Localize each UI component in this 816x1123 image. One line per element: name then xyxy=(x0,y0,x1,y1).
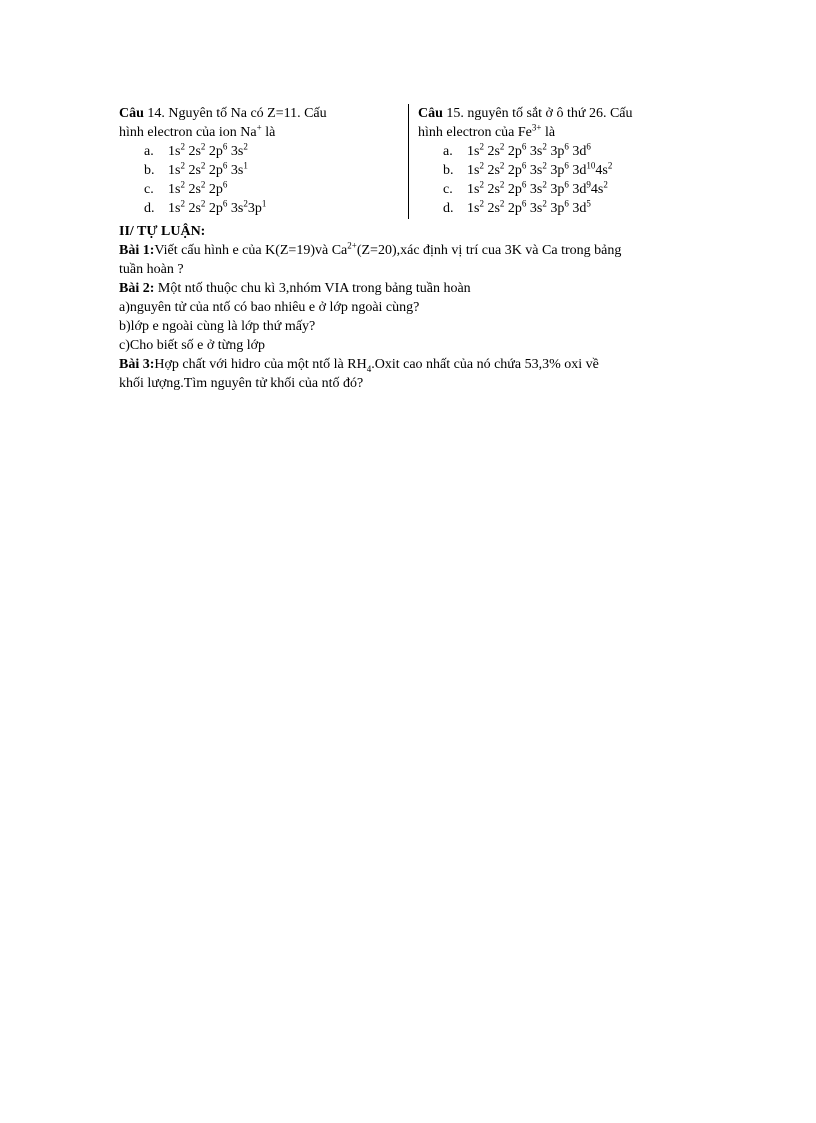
option-exponent: 5 xyxy=(586,198,591,209)
option-term: 1s xyxy=(168,182,181,197)
question-14-text-line1: Nguyên tố Na có Z=11. Cấu xyxy=(164,106,327,121)
option-exponent: 1 xyxy=(261,198,267,209)
option-exponent: 2 xyxy=(180,141,185,152)
question-14 xyxy=(119,104,391,218)
option-exponent: 6 xyxy=(222,179,228,190)
q14-option-d xyxy=(119,199,391,218)
option-letter: b. xyxy=(144,163,155,178)
exercise-3-line2: khối lượng.Tìm nguyên tử khối của ntố đó? xyxy=(119,376,364,391)
option-exponent: 2 xyxy=(200,141,206,152)
option-exponent: 6 xyxy=(521,179,527,190)
essay-section-title: II/ TỰ LUẬN: xyxy=(119,224,206,239)
q15-option-d xyxy=(418,199,690,218)
option-term: 3s xyxy=(526,182,543,197)
option-exponent: 2 xyxy=(542,198,547,209)
option-exponent: 6 xyxy=(586,141,591,152)
option-term: 2s xyxy=(483,182,500,197)
option-term: 2s xyxy=(184,163,201,178)
option-term: 3s xyxy=(526,201,543,216)
option-letter: b. xyxy=(443,163,454,178)
question-15-options xyxy=(418,142,690,218)
question-14-options xyxy=(119,142,391,218)
option-term: 3d xyxy=(568,144,587,159)
option-term: 1s xyxy=(467,182,480,197)
exercise-2-label: Bài 2: xyxy=(119,281,155,296)
exercise-1-text-cont: (Z=20),xác định vị trí cua 3K và Ca trong bảng xyxy=(356,243,622,258)
option-term: 1s xyxy=(168,201,181,216)
option-exponent: 2 xyxy=(499,198,505,209)
exercise-1 xyxy=(119,241,709,260)
option-term: 2s xyxy=(184,201,201,216)
option-exponent: 2 xyxy=(180,198,185,209)
question-15-text-line2: hình electron của Fe xyxy=(418,125,532,140)
option-term: 3s xyxy=(227,163,244,178)
question-15-stem-line2 xyxy=(418,123,690,142)
option-term: 1s xyxy=(168,163,181,178)
exercise-2-part-c: c)Cho biết số e ở từng lớp xyxy=(119,338,266,353)
question-15-text-line1: nguyên tố sắt ở ô thứ 26. Cấu xyxy=(463,106,633,121)
q15-option-c xyxy=(418,180,690,199)
exercise-2-text: Một ntố thuộc chu kì 3,nhóm VIA trong bảng tuần hoàn xyxy=(154,281,471,296)
option-exponent: 6 xyxy=(564,141,569,152)
question-15-superscript: 3+ xyxy=(531,122,542,133)
option-term: 2s xyxy=(184,182,201,197)
question-14-stem xyxy=(119,104,391,123)
option-term: 4s xyxy=(595,163,608,178)
column-divider xyxy=(408,104,409,219)
exercise-3 xyxy=(119,355,709,374)
option-exponent: 2 xyxy=(479,160,484,171)
option-term: 2s xyxy=(483,201,500,216)
option-exponent: 6 xyxy=(564,198,569,209)
question-14-stem-line2 xyxy=(119,123,391,142)
question-14-text-line2: hình electron của ion Na xyxy=(119,125,257,140)
option-letter: d. xyxy=(144,201,155,216)
question-15-label: Câu xyxy=(418,106,443,121)
question-15-text-line2-end: là xyxy=(541,125,556,140)
option-term: 3d xyxy=(568,182,587,197)
exercise-3-text: Hợp chất với hidro của một ntố là RH xyxy=(154,357,367,372)
option-exponent: 6 xyxy=(564,179,569,190)
exercise-1-superscript: 2+ xyxy=(347,240,357,251)
option-term: 2s xyxy=(483,144,500,159)
option-exponent: 6 xyxy=(222,160,228,171)
option-term: 2p xyxy=(504,201,522,216)
option-exponent: 2 xyxy=(499,160,505,171)
question-14-label: Câu xyxy=(119,106,144,121)
option-term: 3d xyxy=(568,201,587,216)
option-term: 2p xyxy=(504,144,522,159)
option-exponent: 2 xyxy=(479,141,484,152)
exercise-2-part-a: a)nguyên tử của ntố có bao nhiêu e ở lớp ngoài cùng? xyxy=(119,300,420,315)
option-term: 3s xyxy=(526,144,543,159)
option-term: 1s xyxy=(467,144,480,159)
option-term: 2s xyxy=(483,163,500,178)
option-term: 2p xyxy=(205,182,223,197)
option-exponent: 2 xyxy=(499,179,505,190)
option-exponent: 2 xyxy=(607,160,613,171)
option-exponent: 6 xyxy=(521,141,527,152)
option-exponent: 2 xyxy=(180,179,185,190)
option-term: 1s xyxy=(467,163,480,178)
exercise-3-subscript: 4 xyxy=(366,363,372,374)
exercise-2 xyxy=(119,279,709,298)
option-exponent: 10 xyxy=(586,160,596,171)
option-letter: a. xyxy=(144,144,154,159)
option-exponent: 9 xyxy=(586,179,591,190)
option-exponent: 2 xyxy=(180,160,185,171)
option-exponent: 2 xyxy=(243,198,248,209)
q14-option-a xyxy=(119,142,391,161)
question-15 xyxy=(418,104,690,218)
option-term: 3s xyxy=(227,201,244,216)
option-exponent: 2 xyxy=(243,141,248,152)
option-term: 3d xyxy=(568,163,587,178)
option-term: 2s xyxy=(184,144,201,159)
option-term: 1s xyxy=(467,201,480,216)
question-14-text-line2-end: là xyxy=(261,125,276,140)
option-exponent: 2 xyxy=(542,141,547,152)
option-term: 2p xyxy=(205,163,223,178)
option-term: 2p xyxy=(205,144,223,159)
option-exponent: 2 xyxy=(499,141,505,152)
option-exponent: 2 xyxy=(479,179,484,190)
option-term: 3p xyxy=(247,201,262,216)
option-exponent: 2 xyxy=(200,160,206,171)
option-term: 3p xyxy=(546,182,565,197)
q14-option-b xyxy=(119,161,391,180)
option-exponent: 2 xyxy=(542,160,547,171)
exercise-3-label: Bài 3: xyxy=(119,357,155,372)
option-letter: c. xyxy=(443,182,453,197)
option-term: 2p xyxy=(504,182,522,197)
exercise-1-line2: tuần hoàn ? xyxy=(119,262,184,277)
option-letter: c. xyxy=(144,182,154,197)
q15-option-a xyxy=(418,142,690,161)
option-term: 3p xyxy=(546,144,565,159)
option-term: 4s xyxy=(590,182,604,197)
option-term: 1s xyxy=(168,144,181,159)
option-exponent: 2 xyxy=(200,179,206,190)
q14-option-c xyxy=(119,180,391,199)
option-term: 2p xyxy=(504,163,522,178)
question-14-superscript: + xyxy=(256,122,262,133)
option-term: 3s xyxy=(227,144,244,159)
essay-section xyxy=(119,222,709,393)
exercise-3-text-cont: .Oxit cao nhất của nó chứa 53,3% oxi về xyxy=(371,357,599,372)
q15-option-b xyxy=(418,161,690,180)
option-term: 3s xyxy=(526,163,543,178)
option-exponent: 1 xyxy=(243,160,248,171)
option-letter: d. xyxy=(443,201,454,216)
question-15-stem xyxy=(418,104,690,123)
option-term: 3p xyxy=(546,163,565,178)
option-exponent: 6 xyxy=(521,160,527,171)
option-exponent: 2 xyxy=(479,198,484,209)
option-exponent: 2 xyxy=(542,179,547,190)
option-exponent: 6 xyxy=(521,198,527,209)
option-exponent: 6 xyxy=(222,198,228,209)
exercise-2-part-b: b)lớp e ngoài cùng là lớp thứ mấy? xyxy=(119,319,316,334)
option-term: 3p xyxy=(546,201,565,216)
option-letter: a. xyxy=(443,144,453,159)
option-exponent: 2 xyxy=(603,179,608,190)
option-exponent: 2 xyxy=(200,198,206,209)
option-exponent: 6 xyxy=(564,160,569,171)
exercise-1-label: Bài 1: xyxy=(119,243,155,258)
question-15-number: 15. xyxy=(442,106,464,121)
option-term: 2p xyxy=(205,201,223,216)
exercise-1-text: Viết cấu hình e của K(Z=19)và Ca xyxy=(154,243,348,258)
question-14-number: 14. xyxy=(143,106,165,121)
option-exponent: 6 xyxy=(222,141,228,152)
